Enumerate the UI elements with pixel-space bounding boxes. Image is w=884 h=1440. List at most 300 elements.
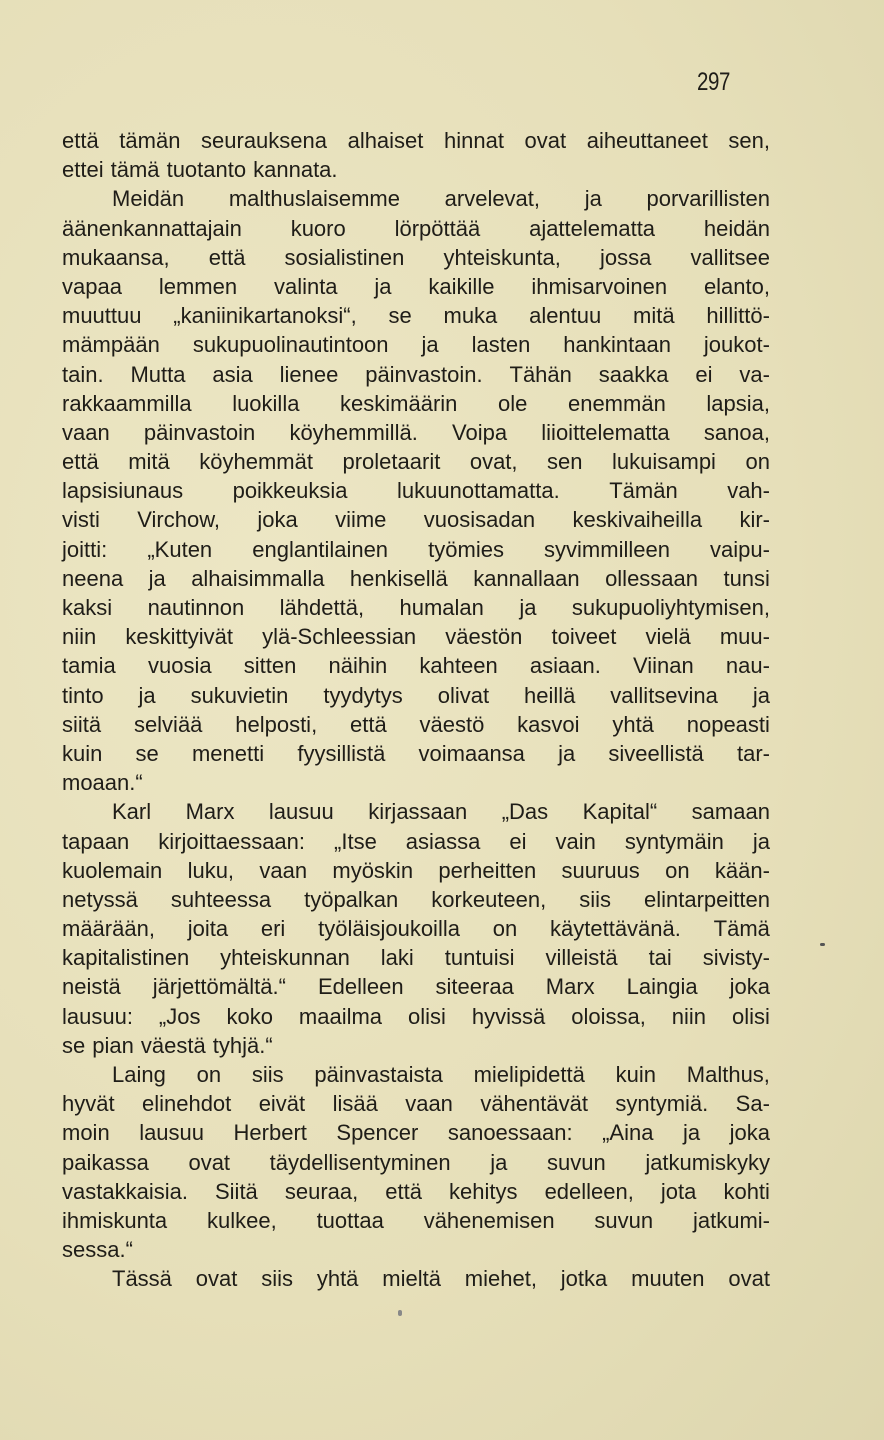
word: menetti [191, 740, 265, 766]
word: koko [226, 1003, 273, 1029]
word: ja [584, 186, 602, 212]
word: sukupuolinautintoon [192, 332, 389, 358]
word: ole [498, 390, 528, 416]
word: ettei [62, 157, 104, 183]
word: Mutta [130, 361, 186, 387]
word: ylä-Schleessian [262, 624, 417, 650]
word: kuin [615, 1062, 656, 1087]
word: ja [421, 332, 439, 358]
word: Laingia [626, 974, 698, 1000]
text-line [62, 768, 770, 797]
text-line [62, 856, 770, 885]
word: siitä [62, 711, 102, 737]
text-line [62, 681, 770, 710]
text-line [62, 1002, 770, 1031]
word: lausuu: [62, 1003, 133, 1029]
word: kään- [714, 857, 770, 883]
word: ja [682, 1120, 701, 1146]
word: ja [519, 595, 537, 620]
word: sosialistinen [284, 244, 405, 270]
word: „kaniinikartanoksi“, [173, 303, 357, 329]
word: kehitys [449, 1178, 518, 1204]
word: jatkumi- [692, 1207, 770, 1233]
word: ovat, [469, 449, 518, 475]
word: Karl [112, 799, 152, 825]
word: syvimmilleen [544, 536, 670, 562]
word: visti [62, 507, 100, 533]
word: miehet, [464, 1266, 537, 1292]
word: Meidän [112, 186, 185, 212]
word: kaksi [62, 595, 113, 620]
word: lapsia, [706, 390, 770, 416]
word: joitti: [62, 536, 108, 562]
word: siis [261, 1266, 293, 1292]
word: valinta [273, 273, 338, 299]
word: porvarillisten [646, 186, 770, 212]
word: jotka [560, 1266, 608, 1292]
word: yhtä [316, 1266, 359, 1292]
word: että [350, 711, 387, 737]
word: suhteessa [170, 886, 272, 912]
word: „Itse [334, 828, 377, 854]
word: sitten [243, 653, 297, 679]
text-line [62, 564, 770, 593]
word: suuruus [561, 857, 640, 883]
word: nautinnon [147, 595, 245, 620]
word: seuraa, [284, 1178, 359, 1204]
word: vah- [727, 478, 770, 504]
word: kohti [723, 1178, 770, 1204]
word: niin [62, 624, 97, 650]
word: mitä [128, 449, 170, 475]
word: Tämän [609, 478, 678, 504]
word: vaan [405, 1091, 453, 1117]
word: lapsisiunaus [62, 478, 184, 504]
word: ei [695, 361, 713, 387]
text-line [62, 418, 770, 447]
word: alhaisimmalla [191, 565, 325, 591]
scan-speck [820, 943, 825, 946]
word: aiheuttaneet [586, 128, 708, 153]
word: asiaan. [529, 653, 601, 679]
word: alhaiset [347, 128, 424, 153]
word: ja [558, 740, 576, 766]
word: helposti, [235, 711, 318, 737]
word: tuotanto [166, 157, 247, 183]
word: lasten [471, 332, 531, 358]
word: vuosia [147, 653, 212, 679]
word: eivät [258, 1091, 306, 1117]
word: joukot- [703, 332, 770, 358]
word: joita [187, 916, 229, 942]
word: moin [62, 1120, 110, 1146]
word: vallitsevina [610, 682, 718, 708]
word: lienee [279, 361, 339, 387]
word: neistä [62, 974, 121, 1000]
word: tapaan [62, 828, 130, 854]
text-line [62, 739, 770, 768]
word: olivat [437, 682, 490, 708]
text-line [62, 1177, 770, 1206]
word: siis [251, 1062, 284, 1087]
word: lisää [332, 1091, 378, 1117]
word: Viinan [632, 653, 694, 679]
word: muuten [631, 1266, 705, 1292]
word: työpalkan [304, 886, 399, 912]
word: tunsi [723, 565, 770, 591]
word: oloissa, [571, 1003, 646, 1029]
word: lukuunottamatta. [397, 478, 560, 504]
word: englantilainen [252, 536, 389, 562]
word: syntymiä. [615, 1091, 709, 1117]
word: hillittö- [706, 303, 770, 329]
text-line [62, 389, 770, 418]
word: että [62, 449, 99, 475]
text-line [62, 505, 770, 534]
word: kuin [62, 740, 103, 766]
word: kulkee, [207, 1207, 277, 1233]
word: on [492, 916, 518, 942]
word: lukuisampi [612, 449, 716, 475]
word: ja [374, 273, 392, 299]
word: villeistä [545, 945, 618, 971]
word: kasvoi [517, 711, 580, 737]
word: mielipidettä [473, 1062, 585, 1087]
word: mämpään [62, 332, 160, 358]
word: sessa.“ [62, 1237, 133, 1263]
word: niin [671, 1003, 707, 1029]
word: „Jos [158, 1003, 201, 1029]
word: yhteiskunta, [443, 244, 561, 270]
text-line [62, 710, 770, 739]
text-line [62, 1089, 770, 1118]
text-line [62, 272, 770, 301]
word: vapaa [62, 273, 122, 299]
word: tamia [62, 653, 116, 679]
scan-speck [398, 1310, 402, 1316]
word: vain [555, 828, 596, 854]
word: että [385, 1178, 422, 1204]
word: tyydytys [323, 682, 403, 708]
word: Tässä [112, 1266, 172, 1292]
word: muuttuu [62, 303, 142, 329]
word: siis [579, 886, 611, 912]
word: perheitten [438, 857, 537, 883]
word: hyvät [62, 1091, 115, 1117]
word: tämä [110, 157, 160, 183]
word: ollessaan [605, 565, 699, 591]
word: tyhjä.“ [212, 1032, 273, 1058]
word: elanto, [703, 273, 770, 299]
word: sanoa, [703, 419, 770, 445]
text-line [62, 155, 770, 184]
word: tuottaa [316, 1207, 384, 1233]
word: laki [380, 945, 414, 971]
word: mukaansa, [62, 244, 170, 270]
word: Tämä [713, 916, 770, 942]
word: joka [729, 974, 770, 1000]
text-line [62, 622, 770, 651]
word: se [388, 303, 412, 329]
word: ja [490, 1149, 508, 1175]
word: ihmiskunta [62, 1207, 168, 1233]
word: ja [752, 828, 770, 854]
text-line [62, 1060, 770, 1089]
word: heidän [703, 215, 770, 241]
word: kahteen [419, 653, 498, 679]
word: on [745, 449, 770, 475]
word: sen, [728, 128, 770, 153]
text-line [62, 1148, 770, 1177]
word: tar- [736, 740, 770, 766]
text-line [62, 827, 770, 856]
word: eri [260, 916, 286, 942]
word: Marx [185, 799, 235, 825]
text-line [62, 360, 770, 389]
word: päinvastoin [143, 419, 256, 445]
word: tai [648, 945, 672, 971]
text-line [62, 1206, 770, 1235]
word: elintarpeitten [643, 886, 770, 912]
word: fyysillistä [297, 740, 386, 766]
word: neena [62, 565, 124, 591]
word: siveellistä [608, 740, 704, 766]
word: siteeraa [435, 974, 514, 1000]
word: tämän [119, 128, 181, 153]
word: se [62, 1032, 86, 1058]
word: ovat [188, 1149, 231, 1175]
word: Spencer [336, 1120, 419, 1146]
word: olisi [732, 1003, 770, 1029]
word: Malthus, [686, 1062, 770, 1087]
word: vaan [62, 419, 110, 445]
word: malthuslaisemme [228, 186, 400, 212]
word: hankintaan [563, 332, 671, 358]
word: on [196, 1062, 222, 1087]
word: Kapital“ [582, 799, 658, 825]
word: myöskin [332, 857, 414, 883]
word: rakkaammilla [62, 390, 192, 416]
text-line [62, 330, 770, 359]
word: köyhemmillä. [289, 419, 418, 445]
text-line [62, 301, 770, 330]
text-line [62, 1118, 770, 1147]
word: Tähän [509, 361, 572, 387]
word: keskittyivät [125, 624, 233, 650]
word: että [62, 128, 99, 153]
text-line [62, 651, 770, 680]
text-line [62, 797, 770, 826]
word: ihmisarvoinen [531, 273, 668, 299]
word: sanoessaan: [447, 1120, 573, 1146]
word: määrään, [62, 916, 155, 942]
word: selviää [133, 711, 203, 737]
word: ja [752, 682, 770, 708]
word: yhteiskunnan [220, 945, 350, 971]
text-line [62, 243, 770, 272]
word: saakka [598, 361, 669, 387]
word: humalan [399, 595, 484, 620]
word: yhtä [612, 711, 654, 737]
word: korkeuteen, [431, 886, 547, 912]
word: jossa [600, 244, 652, 270]
word: muu- [719, 624, 770, 650]
text-line [62, 447, 770, 476]
text-line [62, 972, 770, 1001]
word: asia [212, 361, 253, 387]
word: poikkeuksia [232, 478, 348, 504]
word: samaan [691, 799, 770, 825]
word: vähenemisen [423, 1207, 555, 1233]
word: henkisellä [349, 565, 448, 591]
word: tinto [62, 682, 104, 708]
text-line [62, 476, 770, 505]
word: vastakkaisia. [62, 1178, 188, 1204]
word: työläisjoukoilla [318, 916, 460, 942]
word: kapitalistinen [62, 945, 190, 971]
word: enemmän [567, 390, 666, 416]
word: proletaarit [342, 449, 441, 475]
text-line [62, 914, 770, 943]
word: mitä [633, 303, 675, 329]
word: lemmen [158, 273, 238, 299]
page-number: 297 [697, 68, 730, 96]
word: maailma [298, 1003, 383, 1029]
word: paikassa [62, 1149, 149, 1175]
word: „Kuten [147, 536, 213, 562]
word: hinnat [444, 128, 504, 153]
word: Virchow, [137, 507, 220, 533]
text-line [62, 885, 770, 914]
word: lörpöttää [394, 215, 481, 241]
word: joka [729, 1120, 770, 1146]
word: Edelleen [317, 974, 404, 1000]
word: Siitä [215, 1178, 258, 1204]
word: vallitsee [690, 244, 770, 270]
word: ja [138, 682, 156, 708]
word: nopeasti [686, 711, 770, 737]
word: heillä [524, 682, 576, 708]
word: luokilla [232, 390, 300, 416]
word: Voipa [452, 419, 508, 445]
word: lähdettä, [279, 595, 365, 620]
word: tuntuisi [444, 945, 515, 971]
word: suvun [546, 1149, 606, 1175]
word: järjettömältä.“ [152, 974, 286, 1000]
word: Marx [545, 974, 595, 1000]
word: keskimäärin [340, 390, 458, 416]
word: luku, [187, 857, 235, 883]
word: kirjoittaessaan: [158, 828, 306, 854]
word: joka [257, 507, 298, 533]
word: ja [148, 565, 166, 591]
text-line [62, 1235, 770, 1264]
word: „Aina [602, 1120, 654, 1146]
word: nau- [725, 653, 770, 679]
word: syntymäin [624, 828, 724, 854]
word: alentuu [529, 303, 602, 329]
word: Laing [112, 1062, 166, 1087]
word: moaan.“ [62, 770, 143, 796]
word: olisi [408, 1003, 446, 1029]
word: keskivaiheilla [572, 507, 703, 533]
word: mieltä [382, 1266, 441, 1292]
word: vähentävät [480, 1091, 588, 1117]
word: kuolemain [62, 857, 163, 883]
word: sukuvietin [190, 682, 289, 708]
word: sukupuoliyhtymisen, [571, 595, 770, 620]
word: väestä [140, 1032, 206, 1058]
word: vuosisadan [423, 507, 536, 533]
word: kir- [739, 507, 770, 533]
word: Sa- [735, 1091, 770, 1117]
text-line [62, 1264, 770, 1293]
word: kuoro [290, 215, 346, 241]
word: työmies [428, 536, 504, 562]
word: „Das [501, 799, 549, 825]
word: päinvastaista [314, 1062, 443, 1087]
word: lausuu [139, 1120, 205, 1146]
text-line [62, 593, 770, 622]
word: väestö [419, 711, 485, 737]
word: va- [739, 361, 770, 387]
word: päinvastoin. [365, 361, 483, 387]
word: kannallaan [473, 565, 580, 591]
word: ei [509, 828, 527, 854]
word: ajattelematta [529, 215, 656, 241]
word: kaikille [428, 273, 495, 299]
word: ovat [524, 128, 567, 153]
text-line [62, 535, 770, 564]
word: Herbert [233, 1120, 307, 1146]
text-line [62, 184, 770, 213]
text-line [62, 943, 770, 972]
word: hyvissä [471, 1003, 546, 1029]
text-line [62, 1031, 770, 1060]
word: pian [92, 1032, 134, 1058]
word: kannata. [253, 157, 338, 183]
word: toiveet [551, 624, 617, 650]
word: että [208, 244, 246, 270]
word: muka [443, 303, 498, 329]
text-line [62, 214, 770, 243]
word: liioittelematta [541, 419, 670, 445]
word: kirjassaan [368, 799, 468, 825]
word: äänenkannattajain [62, 215, 242, 241]
word: asiassa [405, 828, 481, 854]
word: täydellisentyminen [269, 1149, 451, 1175]
word: se [135, 740, 159, 766]
word: suvun [594, 1207, 654, 1233]
word: köyhemmät [199, 449, 313, 475]
word: näihin [328, 653, 388, 679]
text-line [62, 126, 770, 155]
word: lausuu [268, 799, 334, 825]
word: arvelevat, [444, 186, 541, 212]
word: viime [335, 507, 387, 533]
word: edelleen, [544, 1178, 634, 1204]
body-text [62, 126, 770, 1294]
word: elinehdot [141, 1091, 232, 1117]
word: käytettävänä. [550, 916, 681, 942]
word: jota [660, 1178, 697, 1204]
word: voimaansa [418, 740, 525, 766]
word: jatkumiskyky [645, 1149, 770, 1175]
word: ovat [728, 1266, 770, 1292]
word: väestön [445, 624, 523, 650]
word: vielä [645, 624, 691, 650]
word: vaipu- [710, 536, 770, 562]
